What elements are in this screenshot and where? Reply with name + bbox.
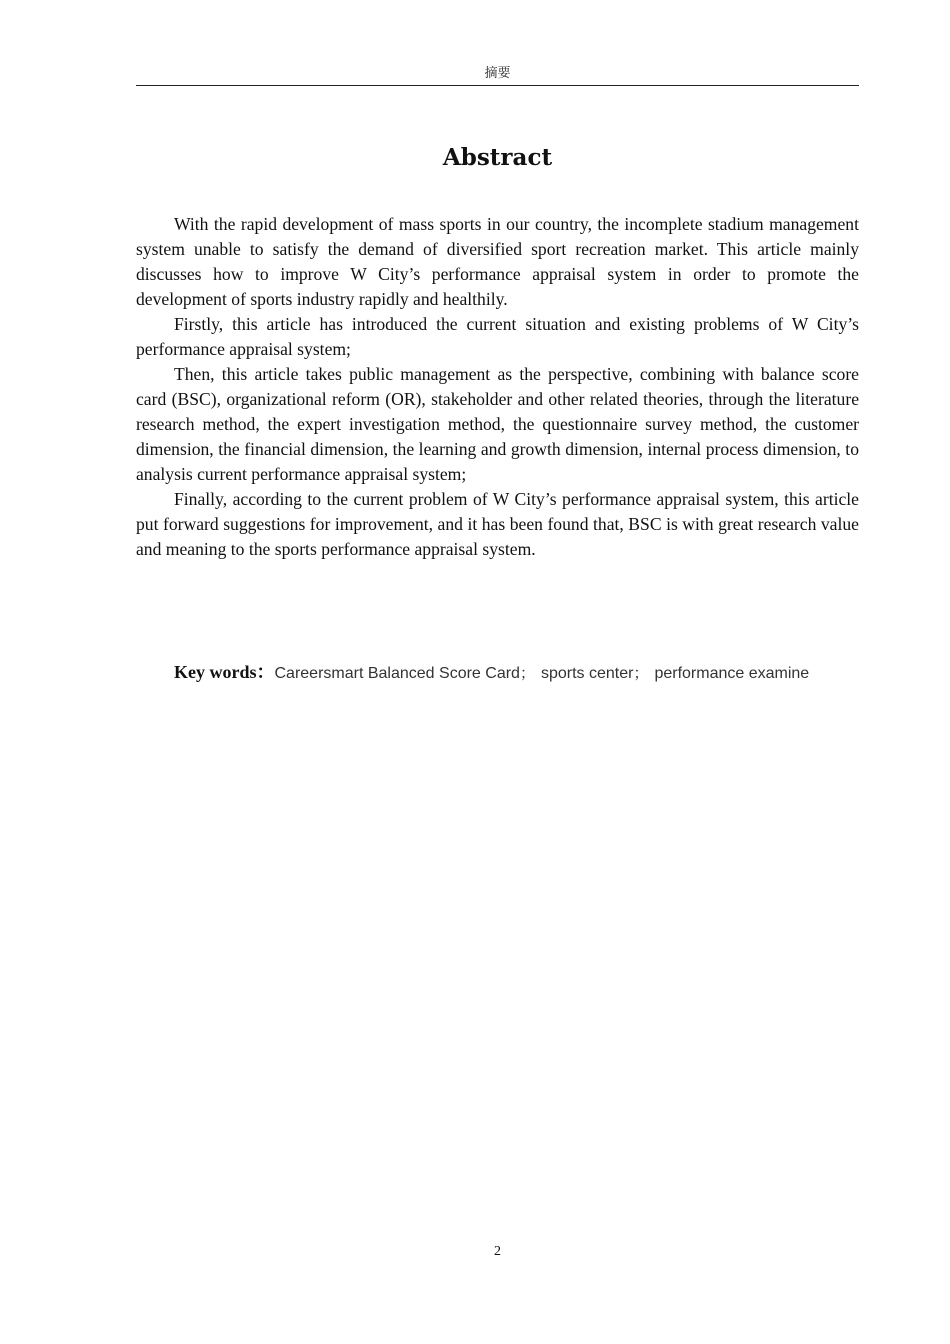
keyword-item: Careersmart Balanced Score Card	[274, 665, 520, 682]
page-number: 2	[494, 1244, 501, 1259]
keywords-label: Key words：	[174, 662, 275, 682]
page-title: Abstract	[442, 144, 553, 171]
abstract-paragraph: Finally, according to the current problem of W City’s performance appraisal system, this article put forward suggestions for improvement, and it has been found that, BSC is with great research value and meaning to the sports performance appraisal system.	[136, 489, 859, 559]
keywords-line	[174, 660, 864, 686]
keyword-item: sports center	[540, 665, 634, 682]
abstract-paragraph: Then, this article takes public management as the perspective, combining with balance score card (BSC), organizational reform (OR), stakeholder and other related theories, through the literature research method, the expert investigation method, the questionnaire survey method, the customer dimension, the financial dimension, the learning and growth dimension, internal process dimension, to analysis current performance appraisal system;	[136, 364, 859, 484]
keyword-item: performance examine	[654, 665, 810, 682]
keyword-separator: ；	[633, 665, 649, 682]
abstract-paragraph: Firstly, this article has introduced the current situation and existing problems of W City’s performance appraisal system;	[136, 314, 859, 359]
keyword-separator: ；	[519, 665, 535, 682]
abstract-body	[136, 212, 859, 562]
header-rule	[136, 85, 859, 86]
abstract-paragraph: With the rapid development of mass sports in our country, the incomplete stadium management system unable to satisfy the demand of diversified sport recreation market. This article mainly discusses how to improve W City’s performance appraisal system in order to promote the development of sports industry rapidly and healthily.	[136, 214, 859, 309]
running-header: 摘要	[484, 66, 511, 81]
